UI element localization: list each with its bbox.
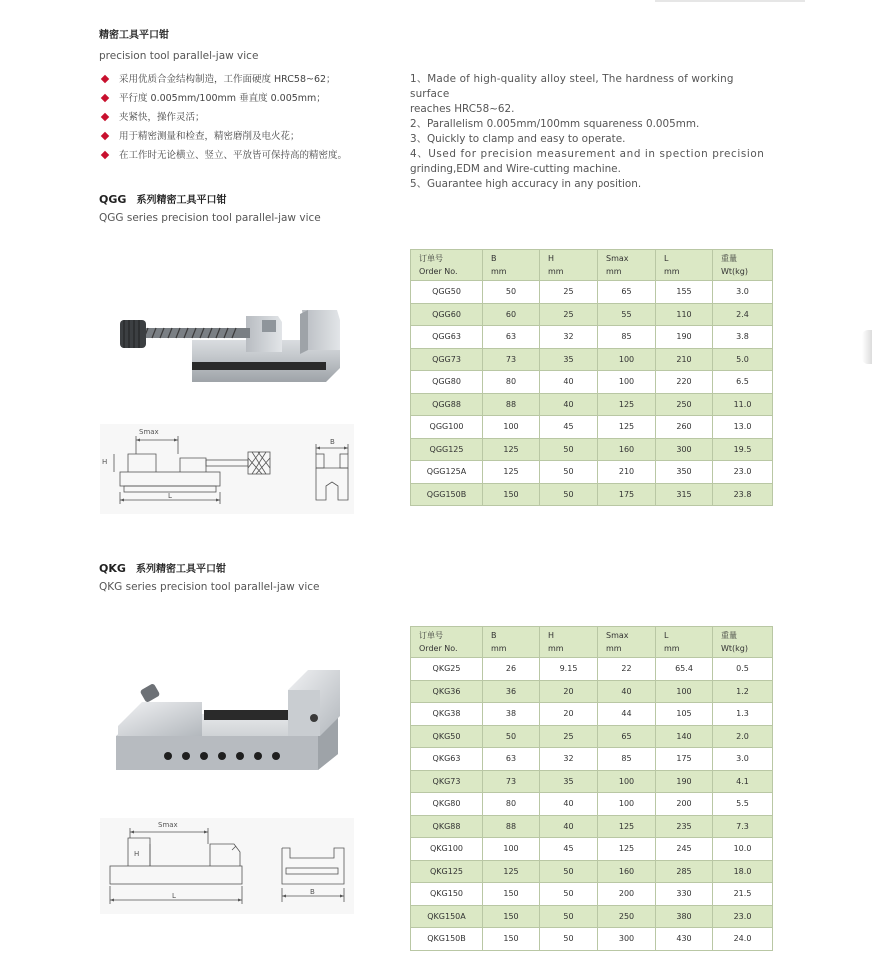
table-cell: 3.0 bbox=[713, 281, 773, 304]
table-cell: 10.0 bbox=[713, 838, 773, 861]
table-cell: 220 bbox=[656, 371, 713, 394]
order-no-cell: QKG73 bbox=[411, 770, 483, 793]
table-row bbox=[411, 326, 773, 349]
table-cell: 150 bbox=[483, 483, 540, 506]
table-row bbox=[411, 393, 773, 416]
table-cell: 150 bbox=[483, 928, 540, 951]
table-row bbox=[411, 883, 773, 906]
table-cell: 350 bbox=[656, 461, 713, 484]
table-cell: 190 bbox=[656, 326, 713, 349]
table-cell: 235 bbox=[656, 815, 713, 838]
table-cell: 60 bbox=[483, 303, 540, 326]
table-cell: 22 bbox=[598, 658, 656, 681]
column-header: B mm bbox=[483, 627, 540, 658]
order-no-cell: QKG100 bbox=[411, 838, 483, 861]
diamond-bullet-icon bbox=[101, 151, 109, 159]
order-no-cell: QGG60 bbox=[411, 303, 483, 326]
order-no-cell: QGG150B bbox=[411, 483, 483, 506]
features-en-list bbox=[410, 72, 775, 192]
qkg-drawing-smax-label: Smax bbox=[158, 821, 178, 829]
qgg-section-title: QGG 系列精密工具平口钳 bbox=[99, 193, 227, 206]
table-cell: 190 bbox=[656, 770, 713, 793]
table-cell: 50 bbox=[540, 438, 598, 461]
qkg-drawing-h-label: H bbox=[134, 850, 140, 858]
table-cell: 65 bbox=[598, 281, 656, 304]
column-header: 订单号 Order No. bbox=[411, 250, 483, 281]
table-cell: 100 bbox=[656, 680, 713, 703]
table-cell: 0.5 bbox=[713, 658, 773, 681]
table-cell: 45 bbox=[540, 838, 598, 861]
table-cell: 11.0 bbox=[713, 393, 773, 416]
table-cell: 100 bbox=[598, 793, 656, 816]
table-cell: 100 bbox=[598, 371, 656, 394]
table-cell: 40 bbox=[540, 371, 598, 394]
table-cell: 100 bbox=[598, 348, 656, 371]
table-cell: 160 bbox=[598, 438, 656, 461]
column-header: L mm bbox=[656, 250, 713, 281]
table-cell: 380 bbox=[656, 905, 713, 928]
column-header: 重量 Wt(kg) bbox=[713, 250, 773, 281]
table-cell: 23.0 bbox=[713, 905, 773, 928]
table-cell: 50 bbox=[540, 860, 598, 883]
table-cell: 45 bbox=[540, 416, 598, 439]
order-no-cell: QGG63 bbox=[411, 326, 483, 349]
table-cell: 40 bbox=[540, 393, 598, 416]
table-cell: 125 bbox=[598, 815, 656, 838]
table-cell: 1.3 bbox=[713, 703, 773, 726]
feature-cn-item: 用于精密测量和检查，精密磨削及电火花； bbox=[100, 127, 347, 146]
table-cell: 125 bbox=[598, 393, 656, 416]
table-row bbox=[411, 703, 773, 726]
table-cell: 155 bbox=[656, 281, 713, 304]
table-cell: 44 bbox=[598, 703, 656, 726]
table-cell: 50 bbox=[540, 905, 598, 928]
order-no-cell: QKG50 bbox=[411, 725, 483, 748]
table-cell: 80 bbox=[483, 793, 540, 816]
table-cell: 24.0 bbox=[713, 928, 773, 951]
table-row bbox=[411, 348, 773, 371]
table-cell: 21.5 bbox=[713, 883, 773, 906]
table-row bbox=[411, 281, 773, 304]
table-cell: 100 bbox=[483, 838, 540, 861]
column-header: 重量 Wt(kg) bbox=[713, 627, 773, 658]
table-row bbox=[411, 860, 773, 883]
column-header: H mm bbox=[540, 250, 598, 281]
qgg-spec-table bbox=[410, 249, 773, 506]
feature-cn-item: 平行度 0.005mm/100mm 垂直度 0.005mm； bbox=[100, 89, 347, 108]
table-cell: 25 bbox=[540, 303, 598, 326]
order-no-cell: QGG100 bbox=[411, 416, 483, 439]
table-cell: 13.0 bbox=[713, 416, 773, 439]
table-cell: 5.5 bbox=[713, 793, 773, 816]
table-row bbox=[411, 838, 773, 861]
table-cell: 200 bbox=[598, 883, 656, 906]
features-cn-list bbox=[100, 70, 347, 165]
column-header: B mm bbox=[483, 250, 540, 281]
table-cell: 20 bbox=[540, 703, 598, 726]
table-cell: 210 bbox=[598, 461, 656, 484]
order-no-cell: QGG88 bbox=[411, 393, 483, 416]
table-cell: 50 bbox=[540, 928, 598, 951]
qkg-section-title: QKG 系列精密工具平口钳 bbox=[99, 562, 226, 575]
table-cell: 36 bbox=[483, 680, 540, 703]
column-header: 订单号 Order No. bbox=[411, 627, 483, 658]
table-row bbox=[411, 371, 773, 394]
table-cell: 20 bbox=[540, 680, 598, 703]
table-cell: 250 bbox=[598, 905, 656, 928]
table-cell: 23.8 bbox=[713, 483, 773, 506]
table-cell: 100 bbox=[598, 770, 656, 793]
feature-en-line: 2、Parallelism 0.005mm/100mm squareness 0.005mm. bbox=[410, 118, 700, 130]
order-no-cell: QKG80 bbox=[411, 793, 483, 816]
feature-en-line: 1、Made of high-quality alloy steel, The hardness of working surface bbox=[410, 73, 734, 100]
table-cell: 125 bbox=[598, 838, 656, 861]
column-header: Smax mm bbox=[598, 250, 656, 281]
table-cell: 40 bbox=[540, 793, 598, 816]
order-no-cell: QKG150A bbox=[411, 905, 483, 928]
feature-cn-item: 在工作时无论横立、竖立、平放皆可保持高的精密度。 bbox=[100, 146, 347, 165]
feature-en-line: grinding,EDM and Wire-cutting machine. bbox=[410, 163, 621, 175]
table-cell: 7.3 bbox=[713, 815, 773, 838]
order-no-cell: QKG63 bbox=[411, 748, 483, 771]
table-cell: 65 bbox=[598, 725, 656, 748]
table-cell: 25 bbox=[540, 725, 598, 748]
top-divider bbox=[655, 0, 805, 2]
table-cell: 88 bbox=[483, 815, 540, 838]
order-no-cell: QKG88 bbox=[411, 815, 483, 838]
table-cell: 430 bbox=[656, 928, 713, 951]
order-no-cell: QGG125A bbox=[411, 461, 483, 484]
qgg-drawing-l-label: L bbox=[168, 492, 172, 500]
table-cell: 125 bbox=[483, 438, 540, 461]
table-cell: 50 bbox=[483, 725, 540, 748]
table-row bbox=[411, 483, 773, 506]
table-cell: 25 bbox=[540, 281, 598, 304]
qkg-drawing-l-label: L bbox=[172, 892, 176, 900]
qgg-section-subtitle: QGG series precision tool parallel-jaw vice bbox=[99, 212, 321, 224]
table-cell: 63 bbox=[483, 748, 540, 771]
column-header: H mm bbox=[540, 627, 598, 658]
order-no-cell: QKG25 bbox=[411, 658, 483, 681]
order-no-cell: QGG73 bbox=[411, 348, 483, 371]
table-cell: 175 bbox=[656, 748, 713, 771]
qkg-vice-photo bbox=[112, 660, 344, 770]
order-no-cell: QGG125 bbox=[411, 438, 483, 461]
table-cell: 5.0 bbox=[713, 348, 773, 371]
order-no-cell: QKG150 bbox=[411, 883, 483, 906]
table-cell: 125 bbox=[598, 416, 656, 439]
qgg-drawing-h-label: H bbox=[102, 458, 108, 466]
diamond-bullet-icon bbox=[101, 132, 109, 140]
table-cell: 35 bbox=[540, 348, 598, 371]
qkg-section-subtitle: QKG series precision tool parallel-jaw vice bbox=[99, 581, 320, 593]
table-row bbox=[411, 815, 773, 838]
qkg-drawing-b-label: B bbox=[310, 888, 315, 896]
page-title-cn: 精密工具平口钳 bbox=[99, 30, 169, 41]
table-cell: 40 bbox=[598, 680, 656, 703]
table-cell: 23.0 bbox=[713, 461, 773, 484]
feature-en-line: 5、Guarantee high accuracy in any position. bbox=[410, 178, 642, 190]
table-row bbox=[411, 416, 773, 439]
qgg-drawing-smax-label: Smax bbox=[139, 428, 159, 436]
table-cell: 140 bbox=[656, 725, 713, 748]
table-cell: 35 bbox=[540, 770, 598, 793]
table-cell: 330 bbox=[656, 883, 713, 906]
table-cell: 245 bbox=[656, 838, 713, 861]
qgg-drawing-b-label: B bbox=[330, 438, 335, 446]
table-row bbox=[411, 748, 773, 771]
feature-en-line: 3、Quickly to clamp and easy to operate. bbox=[410, 133, 626, 145]
table-header-row bbox=[411, 250, 773, 281]
qgg-technical-drawing bbox=[100, 424, 354, 514]
qkg-technical-drawing bbox=[100, 818, 354, 914]
table-cell: 50 bbox=[540, 461, 598, 484]
table-cell: 250 bbox=[656, 393, 713, 416]
table-cell: 73 bbox=[483, 770, 540, 793]
qkg-spec-table bbox=[410, 626, 773, 951]
table-cell: 150 bbox=[483, 883, 540, 906]
table-cell: 19.5 bbox=[713, 438, 773, 461]
table-cell: 125 bbox=[483, 461, 540, 484]
diamond-bullet-icon bbox=[101, 94, 109, 102]
table-cell: 2.4 bbox=[713, 303, 773, 326]
table-cell: 18.0 bbox=[713, 860, 773, 883]
table-cell: 88 bbox=[483, 393, 540, 416]
order-no-cell: QKG38 bbox=[411, 703, 483, 726]
table-cell: 38 bbox=[483, 703, 540, 726]
table-cell: 6.5 bbox=[713, 371, 773, 394]
table-cell: 55 bbox=[598, 303, 656, 326]
table-row bbox=[411, 680, 773, 703]
table-cell: 300 bbox=[656, 438, 713, 461]
table-cell: 32 bbox=[540, 326, 598, 349]
feature-cn-item: 采用优质合金结构制造，工作面硬度 HRC58~62； bbox=[100, 70, 347, 89]
table-cell: 80 bbox=[483, 371, 540, 394]
table-cell: 50 bbox=[483, 281, 540, 304]
table-cell: 4.1 bbox=[713, 770, 773, 793]
table-cell: 85 bbox=[598, 748, 656, 771]
page-edge-shadow bbox=[862, 330, 872, 364]
feature-en-line: 4、Used for precision measurement and in spection precision bbox=[410, 148, 765, 160]
table-cell: 175 bbox=[598, 483, 656, 506]
table-cell: 285 bbox=[656, 860, 713, 883]
table-row bbox=[411, 438, 773, 461]
qgg-drawing-panel bbox=[100, 424, 354, 514]
table-cell: 125 bbox=[483, 860, 540, 883]
order-no-cell: QKG125 bbox=[411, 860, 483, 883]
table-row bbox=[411, 303, 773, 326]
qkg-drawing-panel bbox=[100, 818, 354, 914]
table-cell: 200 bbox=[656, 793, 713, 816]
table-cell: 32 bbox=[540, 748, 598, 771]
column-header: Smax mm bbox=[598, 627, 656, 658]
table-cell: 100 bbox=[483, 416, 540, 439]
table-row bbox=[411, 461, 773, 484]
feature-cn-item: 夹紧快，操作灵活； bbox=[100, 108, 347, 127]
order-no-cell: QKG150B bbox=[411, 928, 483, 951]
order-no-cell: QKG36 bbox=[411, 680, 483, 703]
table-cell: 3.8 bbox=[713, 326, 773, 349]
table-row bbox=[411, 770, 773, 793]
table-cell: 2.0 bbox=[713, 725, 773, 748]
table-header-row bbox=[411, 627, 773, 658]
table-cell: 3.0 bbox=[713, 748, 773, 771]
table-cell: 210 bbox=[656, 348, 713, 371]
table-row bbox=[411, 725, 773, 748]
order-no-cell: QGG50 bbox=[411, 281, 483, 304]
table-cell: 40 bbox=[540, 815, 598, 838]
table-cell: 65.4 bbox=[656, 658, 713, 681]
table-cell: 300 bbox=[598, 928, 656, 951]
table-cell: 26 bbox=[483, 658, 540, 681]
table-row bbox=[411, 793, 773, 816]
page-title-en: precision tool parallel-jaw vice bbox=[99, 50, 259, 62]
table-cell: 50 bbox=[540, 483, 598, 506]
column-header: L mm bbox=[656, 627, 713, 658]
order-no-cell: QGG80 bbox=[411, 371, 483, 394]
table-cell: 73 bbox=[483, 348, 540, 371]
table-cell: 63 bbox=[483, 326, 540, 349]
table-cell: 110 bbox=[656, 303, 713, 326]
table-cell: 50 bbox=[540, 883, 598, 906]
table-cell: 260 bbox=[656, 416, 713, 439]
table-cell: 150 bbox=[483, 905, 540, 928]
diamond-bullet-icon bbox=[101, 75, 109, 83]
feature-en-line: reaches HRC58~62. bbox=[410, 103, 515, 115]
table-row bbox=[411, 905, 773, 928]
table-cell: 160 bbox=[598, 860, 656, 883]
diamond-bullet-icon bbox=[101, 113, 109, 121]
table-cell: 9.15 bbox=[540, 658, 598, 681]
qgg-vice-photo bbox=[112, 300, 344, 388]
table-cell: 315 bbox=[656, 483, 713, 506]
table-cell: 1.2 bbox=[713, 680, 773, 703]
table-cell: 105 bbox=[656, 703, 713, 726]
table-cell: 85 bbox=[598, 326, 656, 349]
table-row bbox=[411, 658, 773, 681]
table-row bbox=[411, 928, 773, 951]
